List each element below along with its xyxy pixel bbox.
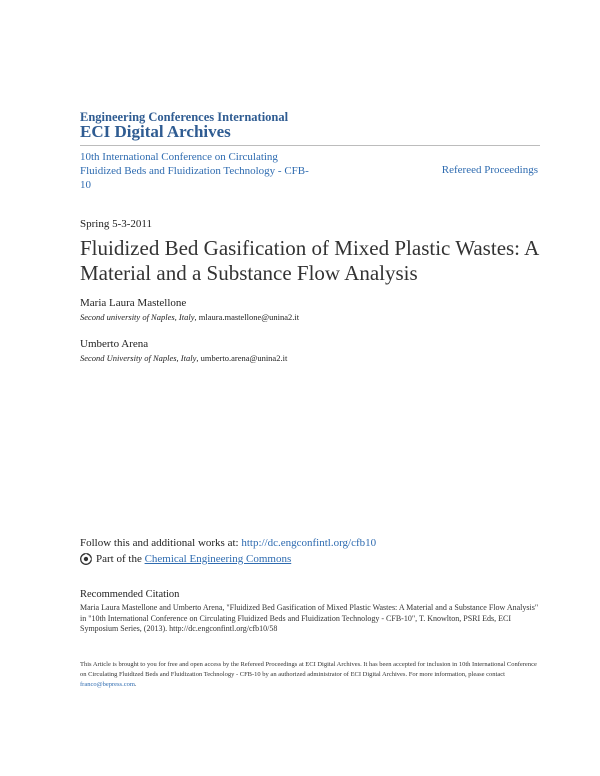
follow-line xyxy=(80,537,376,549)
collection-url-link[interactable]: http://dc.engconfintl.org/cfb10 xyxy=(241,537,377,549)
article-title: Fluidized Bed Gasification of Mixed Plastic Wastes: A Material and a Substance Flow Analysis xyxy=(80,236,539,285)
author-affiliation: Second university of Naples, Italy, mlaura.mastellone@unina2.it xyxy=(80,312,300,322)
access-notice-end: . xyxy=(134,681,137,688)
header-divider xyxy=(80,145,540,146)
part-of-text: Part of the xyxy=(96,553,142,565)
affiliation-text: Second university of Naples, Italy xyxy=(80,312,195,322)
author-name: Umberto Arena xyxy=(80,338,149,350)
access-notice xyxy=(80,660,540,690)
author-name: Maria Laura Mastellone xyxy=(80,297,187,309)
citation-heading: Recommended Citation xyxy=(80,589,180,600)
archives-name[interactable]: ECI Digital Archives xyxy=(80,122,231,141)
author-email[interactable]: mlaura.mastellone@unina2.it xyxy=(198,312,300,322)
citation-text: Maria Laura Mastellone and Umberto Arena, "Fluidized Bed Gasification of Mixed Plastic Wastes: A Material and a Substance Flow Analysis" in "10th International Conference on Circulating Fluidized Beds and Fluidization Technology - CFB-10", T. Knowlton, PSRI Eds, ECI Symposium Series, (2013). http://dc.engconfintl.org/cfb10/58 xyxy=(80,603,539,633)
commons-network-icon xyxy=(80,553,92,565)
publication-date: Spring 5-3-2011 xyxy=(80,218,153,230)
follow-text: Follow this and additional works at: xyxy=(80,537,242,549)
author-block xyxy=(80,338,287,363)
proceedings-link[interactable]: Refereed Proceedings xyxy=(441,164,538,176)
affiliation-text: Second University of Naples, Italy xyxy=(80,353,197,363)
commons-link[interactable]: Chemical Engineering Commons xyxy=(144,553,292,565)
author-affiliation: Second University of Naples, Italy, umberto.arena@unina2.it xyxy=(80,353,288,363)
author-block xyxy=(80,297,299,322)
conference-link[interactable]: 10th International Conference on Circulating Fluidized Beds and Fluidization Technology - CFB-10 xyxy=(80,151,309,191)
author-email[interactable]: umberto.arena@unina2.it xyxy=(200,353,288,363)
access-notice-text: This Article is brought to you for free and open access by the Refereed Proceedings at ECI Digital Archives. It has been accepted for inclusion in 10th International Conference on Circulating Fluidized Beds and Fluidization Technology - CFB-10 by an authorized administrator of ECI Digital Archives. For more information, please contact xyxy=(80,661,537,678)
contact-email-link[interactable]: franco@bepress.com xyxy=(80,681,135,688)
part-of-line xyxy=(80,553,291,565)
organization-name[interactable]: Engineering Conferences International xyxy=(80,110,289,124)
